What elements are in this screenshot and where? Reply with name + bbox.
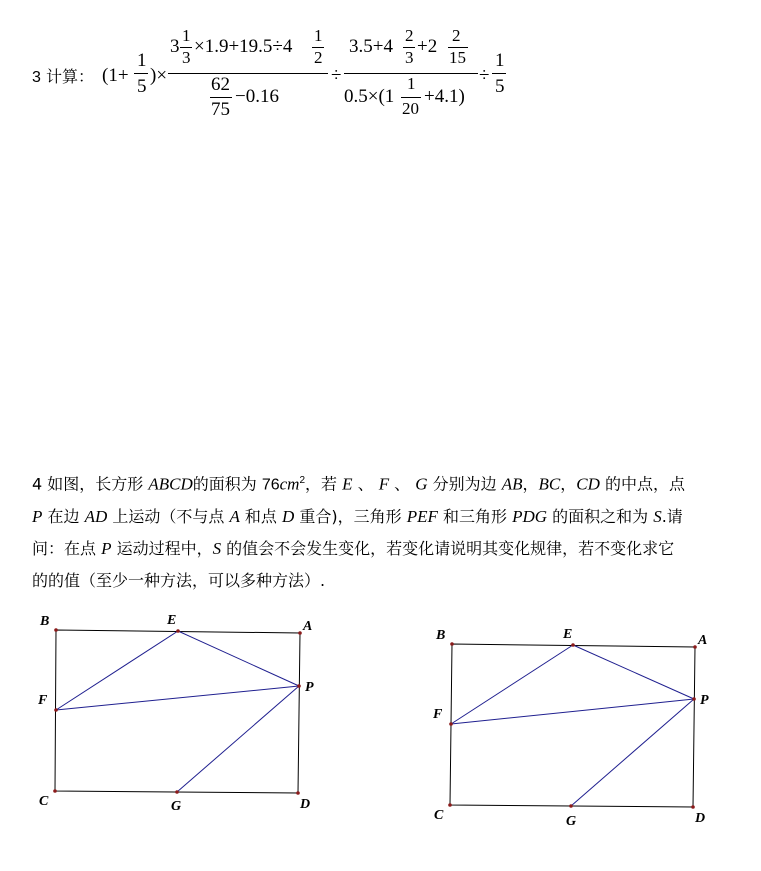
t: G bbox=[415, 474, 428, 494]
close-paren: )× bbox=[150, 65, 168, 86]
t: S bbox=[653, 507, 662, 527]
frac-one-den: 5 bbox=[137, 76, 147, 97]
t: E bbox=[342, 474, 353, 494]
open-paren: (1+ bbox=[102, 65, 129, 86]
point-p bbox=[297, 684, 301, 688]
q4-line-2 bbox=[32, 501, 732, 533]
point-a bbox=[693, 645, 697, 649]
t: P bbox=[32, 507, 43, 527]
label-d: D bbox=[695, 811, 706, 826]
f1-main-bar bbox=[168, 73, 328, 74]
q4-line-1 bbox=[32, 465, 732, 501]
figure-left bbox=[0, 600, 380, 820]
point-d bbox=[296, 791, 300, 795]
f1-den-bar bbox=[210, 97, 232, 98]
segment-ep bbox=[178, 631, 299, 686]
t: 、 bbox=[389, 474, 416, 494]
t: 重合)，三角形 bbox=[294, 507, 407, 527]
t: 4 如图，长方形 bbox=[32, 474, 149, 494]
label-d: D bbox=[300, 797, 311, 812]
t: ， bbox=[560, 474, 577, 494]
label-a: A bbox=[698, 633, 708, 648]
t: 的值会不会发生变化，若变化请说明其变化规律，若不变化求它 bbox=[221, 539, 675, 559]
f1-num-c: 3 bbox=[182, 48, 191, 67]
point-f bbox=[54, 708, 58, 712]
t: 上运动（不与点 bbox=[107, 507, 230, 527]
t: 问：在点 bbox=[32, 539, 102, 559]
t: ABCD bbox=[148, 474, 193, 494]
f1-num-b: 1 bbox=[182, 26, 191, 45]
frac-bar bbox=[134, 73, 148, 74]
point-p bbox=[692, 697, 696, 701]
label-p: P bbox=[700, 693, 709, 708]
segment-fp bbox=[451, 699, 694, 724]
t: 2 bbox=[299, 475, 306, 486]
t: 的的值（至少一种方法，可以多种方法）. bbox=[32, 571, 326, 591]
t: 的中点，点 bbox=[599, 474, 686, 494]
f2-den-c: 20 bbox=[402, 99, 419, 118]
label-c: C bbox=[39, 794, 49, 809]
t: 的面积之和为 bbox=[547, 507, 654, 527]
t: 分别为边 bbox=[427, 474, 502, 494]
q3-label bbox=[32, 64, 94, 87]
segment-fp bbox=[56, 686, 299, 710]
f2-num-b: 2 bbox=[405, 26, 414, 45]
t: PEF bbox=[406, 507, 438, 527]
label-p: P bbox=[305, 680, 314, 695]
last-den: 5 bbox=[495, 76, 505, 97]
t: 和点 bbox=[239, 507, 283, 527]
point-d bbox=[691, 805, 695, 809]
t: AD bbox=[84, 507, 108, 527]
t: 在边 bbox=[42, 507, 85, 527]
t: ， bbox=[522, 474, 539, 494]
f2-den-bar bbox=[401, 97, 421, 98]
f2-num-c: 3 bbox=[405, 48, 414, 67]
t: F bbox=[378, 474, 390, 494]
label-e: E bbox=[167, 613, 177, 628]
t: A bbox=[229, 507, 240, 527]
f2-num-e: 2 bbox=[452, 26, 461, 45]
point-b bbox=[54, 628, 58, 632]
f1-num-f: 2 bbox=[314, 48, 323, 67]
f2-den-b: 1 bbox=[407, 74, 416, 93]
f1-den-b: 75 bbox=[211, 99, 230, 120]
divide-1: ÷ bbox=[331, 65, 342, 86]
point-a bbox=[298, 631, 302, 635]
q4-line-4 bbox=[32, 565, 732, 597]
segment-fe bbox=[56, 631, 178, 710]
last-bar bbox=[492, 73, 506, 74]
question-3 bbox=[32, 28, 752, 128]
point-g bbox=[175, 790, 179, 794]
frac-one-num: 1 bbox=[137, 50, 147, 71]
q3-label-text: 计算： bbox=[46, 67, 95, 86]
label-b: B bbox=[436, 628, 446, 643]
label-c: C bbox=[434, 808, 444, 823]
last-num: 1 bbox=[495, 50, 505, 71]
t: AB bbox=[501, 474, 523, 494]
f2-num-f: 15 bbox=[449, 48, 466, 67]
point-c bbox=[53, 789, 57, 793]
label-g: G bbox=[171, 799, 182, 814]
f1-den-c: −0.16 bbox=[235, 86, 279, 107]
t: 76 bbox=[261, 476, 280, 494]
t: D bbox=[282, 507, 295, 527]
t: PDG bbox=[512, 507, 548, 527]
t: cm bbox=[279, 474, 300, 494]
label-f: F bbox=[38, 693, 48, 708]
label-b: B bbox=[40, 614, 50, 629]
label-e: E bbox=[563, 627, 573, 642]
t: CD bbox=[576, 474, 600, 494]
figure-right bbox=[380, 600, 760, 840]
segment-ep bbox=[573, 645, 694, 699]
t: 、 bbox=[352, 474, 379, 494]
segment-gp bbox=[177, 686, 299, 792]
point-e bbox=[176, 629, 180, 633]
point-b bbox=[450, 642, 454, 646]
t: P bbox=[101, 539, 112, 559]
t: BC bbox=[538, 474, 561, 494]
question-4 bbox=[32, 465, 732, 597]
point-c bbox=[448, 803, 452, 807]
f2-den-d: +4.1) bbox=[424, 86, 465, 107]
f2-num-d: +2 bbox=[417, 36, 438, 57]
f1-num-e: 1 bbox=[314, 26, 323, 45]
q3-number: 3 bbox=[32, 69, 41, 86]
divide-2: ÷ bbox=[479, 65, 490, 86]
label-f: F bbox=[433, 707, 443, 722]
label-a: A bbox=[303, 619, 313, 634]
t: 的面积为 bbox=[192, 474, 262, 494]
t: .请 bbox=[661, 507, 683, 527]
point-f bbox=[449, 722, 453, 726]
segment-gp bbox=[571, 699, 694, 806]
f1-num-d: ×1.9+19.5÷4 bbox=[194, 36, 293, 57]
label-g: G bbox=[566, 814, 577, 829]
rectangle bbox=[450, 644, 695, 807]
f2-num-a: 3.5+4 bbox=[349, 36, 393, 57]
point-g bbox=[569, 804, 573, 808]
f1-den-a: 62 bbox=[211, 74, 230, 95]
rectangle bbox=[55, 630, 300, 793]
t: ，若 bbox=[305, 474, 343, 494]
t: 运动过程中， bbox=[111, 539, 213, 559]
t: S bbox=[212, 539, 222, 559]
f2-den-a: 0.5×(1 bbox=[344, 86, 395, 107]
t: 和三角形 bbox=[437, 507, 513, 527]
f1-num-a: 3 bbox=[170, 36, 180, 57]
segment-fe bbox=[451, 645, 573, 724]
point-e bbox=[571, 643, 575, 647]
q4-line-3 bbox=[32, 533, 732, 565]
